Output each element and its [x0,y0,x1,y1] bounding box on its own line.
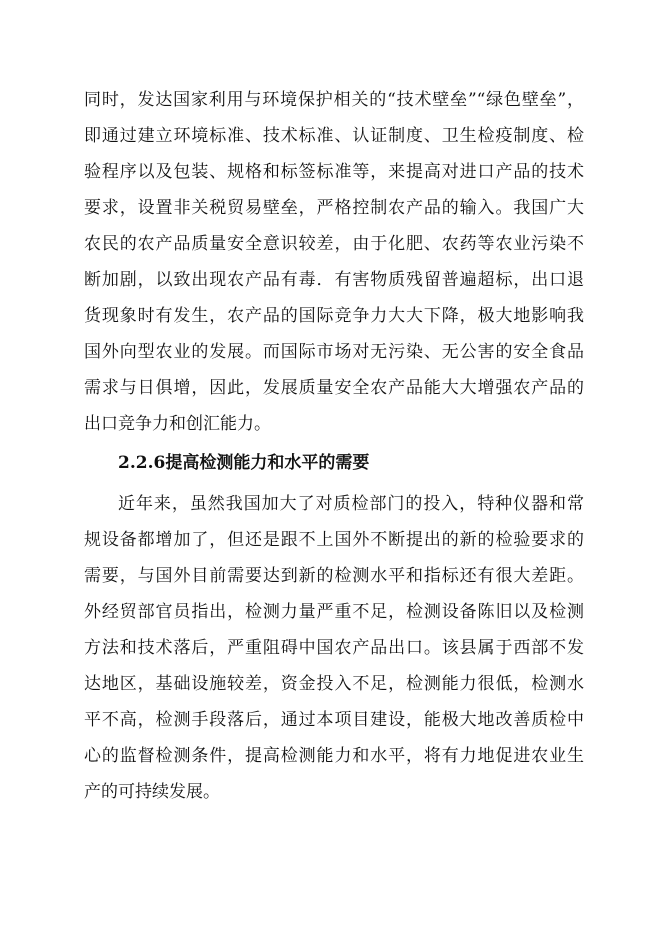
paragraph-2-line-6: 达地区，基础设施较差，资金投入不足，检测能力很低，检测水 [84,674,584,694]
paragraph-2-line-4: 外经贸部官员指出，检测力量严重不足，检测设备陈旧以及检测 [84,602,584,622]
paragraph-1-line-8: 国外向型农业的发展。而国际市场对无污染、无公害的安全食品 [84,342,584,362]
section-heading: 2.2.6提高检测能力和水平的需要 [118,453,370,473]
paragraph-1-line-5: 农民的农产品质量安全意识较差，由于化肥、农药等农业污染不 [84,234,584,254]
paragraph-1-line-9: 需求与日俱增，因此，发展质量安全农产品能大大增强农产品的 [84,378,584,398]
paragraph-1-line-3: 验程序以及包装、规格和标签标准等，来提高对进口产品的技术 [84,162,584,182]
paragraph-2-line-8: 心的监督检测条件，提高检测能力和水平，将有力地促进农业生 [84,746,584,766]
paragraph-2-line-5: 方法和技术落后，严重阻碍中国农产品出口。该县属于西部不发 [84,638,584,658]
paragraph-1-line-6: 断加剧，以致出现农产品有毒．有害物质残留普遍超标，出口退 [84,270,584,290]
paragraph-2-line-2: 规设备都增加了，但还是跟不上国外不断提出的新的检验要求的 [84,530,584,550]
paragraph-2-line-1: 近年来，虽然我国加大了对质检部门的投入，特种仪器和常 [118,494,584,514]
paragraph-1-line-7: 货现象时有发生，农产品的国际竞争力大大下降，极大地影响我 [84,306,584,326]
paragraph-1-line-2: 即通过建立环境标准、技术标准、认证制度、卫生检疫制度、检 [84,126,584,146]
paragraph-2-line-3: 需要，与国外目前需要达到新的检测水平和指标还有很大差距。 [84,566,584,586]
paragraph-2-line-7: 平不高，检测手段落后，通过本项目建设，能极大地改善质检中 [84,710,584,730]
paragraph-1-line-4: 要求，设置非关税贸易壁垒，严格控制农产品的输入。我国广大 [84,198,584,218]
paragraph-1-line-1: 同时，发达国家利用与环境保护相关的“技术壁垒”“绿色壁垒”， [84,90,584,110]
paragraph-1-line-10: 出口竞争力和创汇能力。 [84,414,271,434]
paragraph-2-line-9: 产的可持续发展。 [84,782,220,802]
